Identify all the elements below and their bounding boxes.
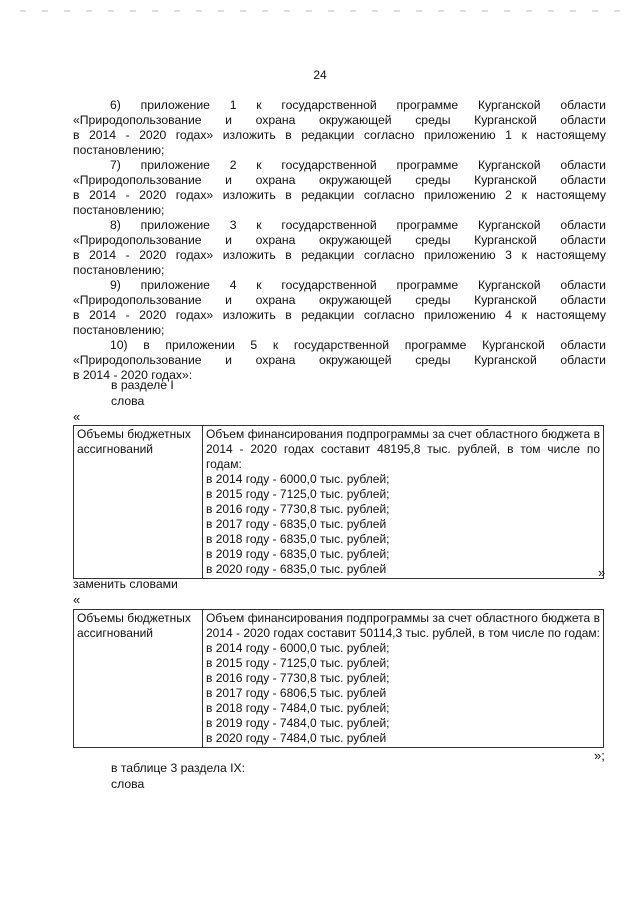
- budget-line: в 2015 году - 7125,0 тыс. рублей;: [206, 487, 390, 501]
- paragraph-line: постановлению;: [73, 143, 165, 157]
- replace-label: заменить словами: [73, 577, 178, 591]
- paragraph-line: 7) приложение 2 к государственной программе Курганской области: [110, 158, 606, 172]
- budget-label-cell: Объемы бюджетных ассигнований: [74, 426, 203, 579]
- paragraph-line: в 2014 - 2020 годах» изложить в редакции согласно приложению 3 к настоящему: [73, 248, 606, 262]
- paragraph-line: в 2014 - 2020 годах» изложить в редакции согласно приложению 4 к настоящему: [73, 308, 606, 322]
- close-quote-2: »;: [594, 748, 605, 763]
- words-label: слова: [111, 394, 145, 408]
- paragraph-line: 9) приложение 4 к государственной программе Курганской области: [110, 278, 606, 292]
- paragraph: [73, 158, 606, 218]
- paragraph-line: «Природопользование и охрана окружающей среды Курганской области: [73, 233, 606, 247]
- budget-line: в 2016 году - 7730,8 тыс. рублей;: [206, 502, 390, 516]
- paragraph-line: «Природопользование и охрана окружающей среды Курганской области: [73, 113, 606, 127]
- budget-line: в 2015 году - 7125,0 тыс. рублей;: [206, 656, 390, 670]
- paragraph: [73, 98, 606, 158]
- budget-line: в 2020 году - 7484,0 тыс. рублей: [206, 731, 387, 745]
- budget-line: в 2018 году - 6835,0 тыс. рублей;: [206, 532, 390, 546]
- budget-line: в 2019 году - 7484,0 тыс. рублей;: [206, 716, 390, 730]
- budget-table-old: [73, 425, 604, 579]
- budget-line: в 2020 году - 6835,0 тыс. рублей: [206, 562, 387, 576]
- open-quote-1: «: [73, 409, 81, 424]
- section-ref: в разделе I: [111, 378, 174, 392]
- paragraph-line: постановлению;: [73, 203, 165, 217]
- budget-line: Объем финансирования подпрограммы за счет областного бюджета в: [206, 427, 600, 441]
- budget-value-cell: [203, 426, 604, 579]
- paragraph-line: в 2014 - 2020 годах» изложить в редакции согласно приложению 2 к настоящему: [73, 188, 606, 202]
- words-label-2: слова: [111, 777, 145, 791]
- paragraph: [73, 338, 606, 383]
- paragraph-line: 8) приложение 3 к государственной программе Курганской области: [110, 218, 606, 232]
- budget-line: 2014 - 2020 годах составит 48195,8 тыс. рублей, в том числе по годам:: [206, 442, 600, 471]
- page-number: 24: [313, 68, 327, 82]
- budget-line: в 2019 году - 6835,0 тыс. рублей;: [206, 547, 390, 561]
- budget-label-cell: Объемы бюджетных ассигнований: [74, 610, 203, 748]
- scan-artifact: [20, 10, 620, 12]
- paragraph-line: постановлению;: [73, 323, 165, 337]
- paragraph-line: «Природопользование и охрана окружающей среды Курганской области: [73, 293, 606, 307]
- paragraph-line: в 2014 - 2020 годах» изложить в редакции согласно приложению 1 к настоящему: [73, 128, 606, 142]
- open-quote-2: «: [73, 592, 81, 607]
- paragraph-line: 10) в приложении 5 к государственной программе Курганской области: [110, 338, 606, 352]
- paragraph-line: «Природопользование и охрана окружающей среды Курганской области: [73, 173, 606, 187]
- budget-line: 2014 - 2020 годах составит 50114,3 тыс. рублей, в том числе по годам:: [206, 626, 600, 640]
- budget-line: в 2014 году - 6000,0 тыс. рублей;: [206, 641, 390, 655]
- paragraph-line: «Природопользование и охрана окружающей среды Курганской области: [73, 353, 606, 367]
- budget-line: в 2016 году - 7730,8 тыс. рублей;: [206, 671, 390, 685]
- paragraph-line: постановлению;: [73, 263, 165, 277]
- budget-line: в 2014 году - 6000,0 тыс. рублей;: [206, 472, 390, 486]
- budget-line: в 2018 году - 7484,0 тыс. рублей;: [206, 701, 390, 715]
- table3-ref: в таблице 3 раздела IX:: [111, 761, 246, 775]
- budget-line: в 2017 году - 6835,0 тыс. рублей: [206, 517, 387, 531]
- body-paragraphs: [73, 98, 606, 383]
- budget-line: в 2017 году - 6806,5 тыс. рублей: [206, 686, 387, 700]
- paragraph-line: в 2014 - 2020 годах»:: [73, 368, 193, 382]
- budget-line: Объем финансирования подпрограммы за счет областного бюджета в: [206, 611, 600, 625]
- paragraph-line: 6) приложение 1 к государственной программе Курганской области: [110, 98, 606, 112]
- budget-value-cell: [203, 610, 604, 748]
- paragraph: [73, 278, 606, 338]
- budget-table-new: [73, 609, 604, 748]
- close-quote-1: »: [598, 565, 606, 580]
- paragraph: [73, 218, 606, 278]
